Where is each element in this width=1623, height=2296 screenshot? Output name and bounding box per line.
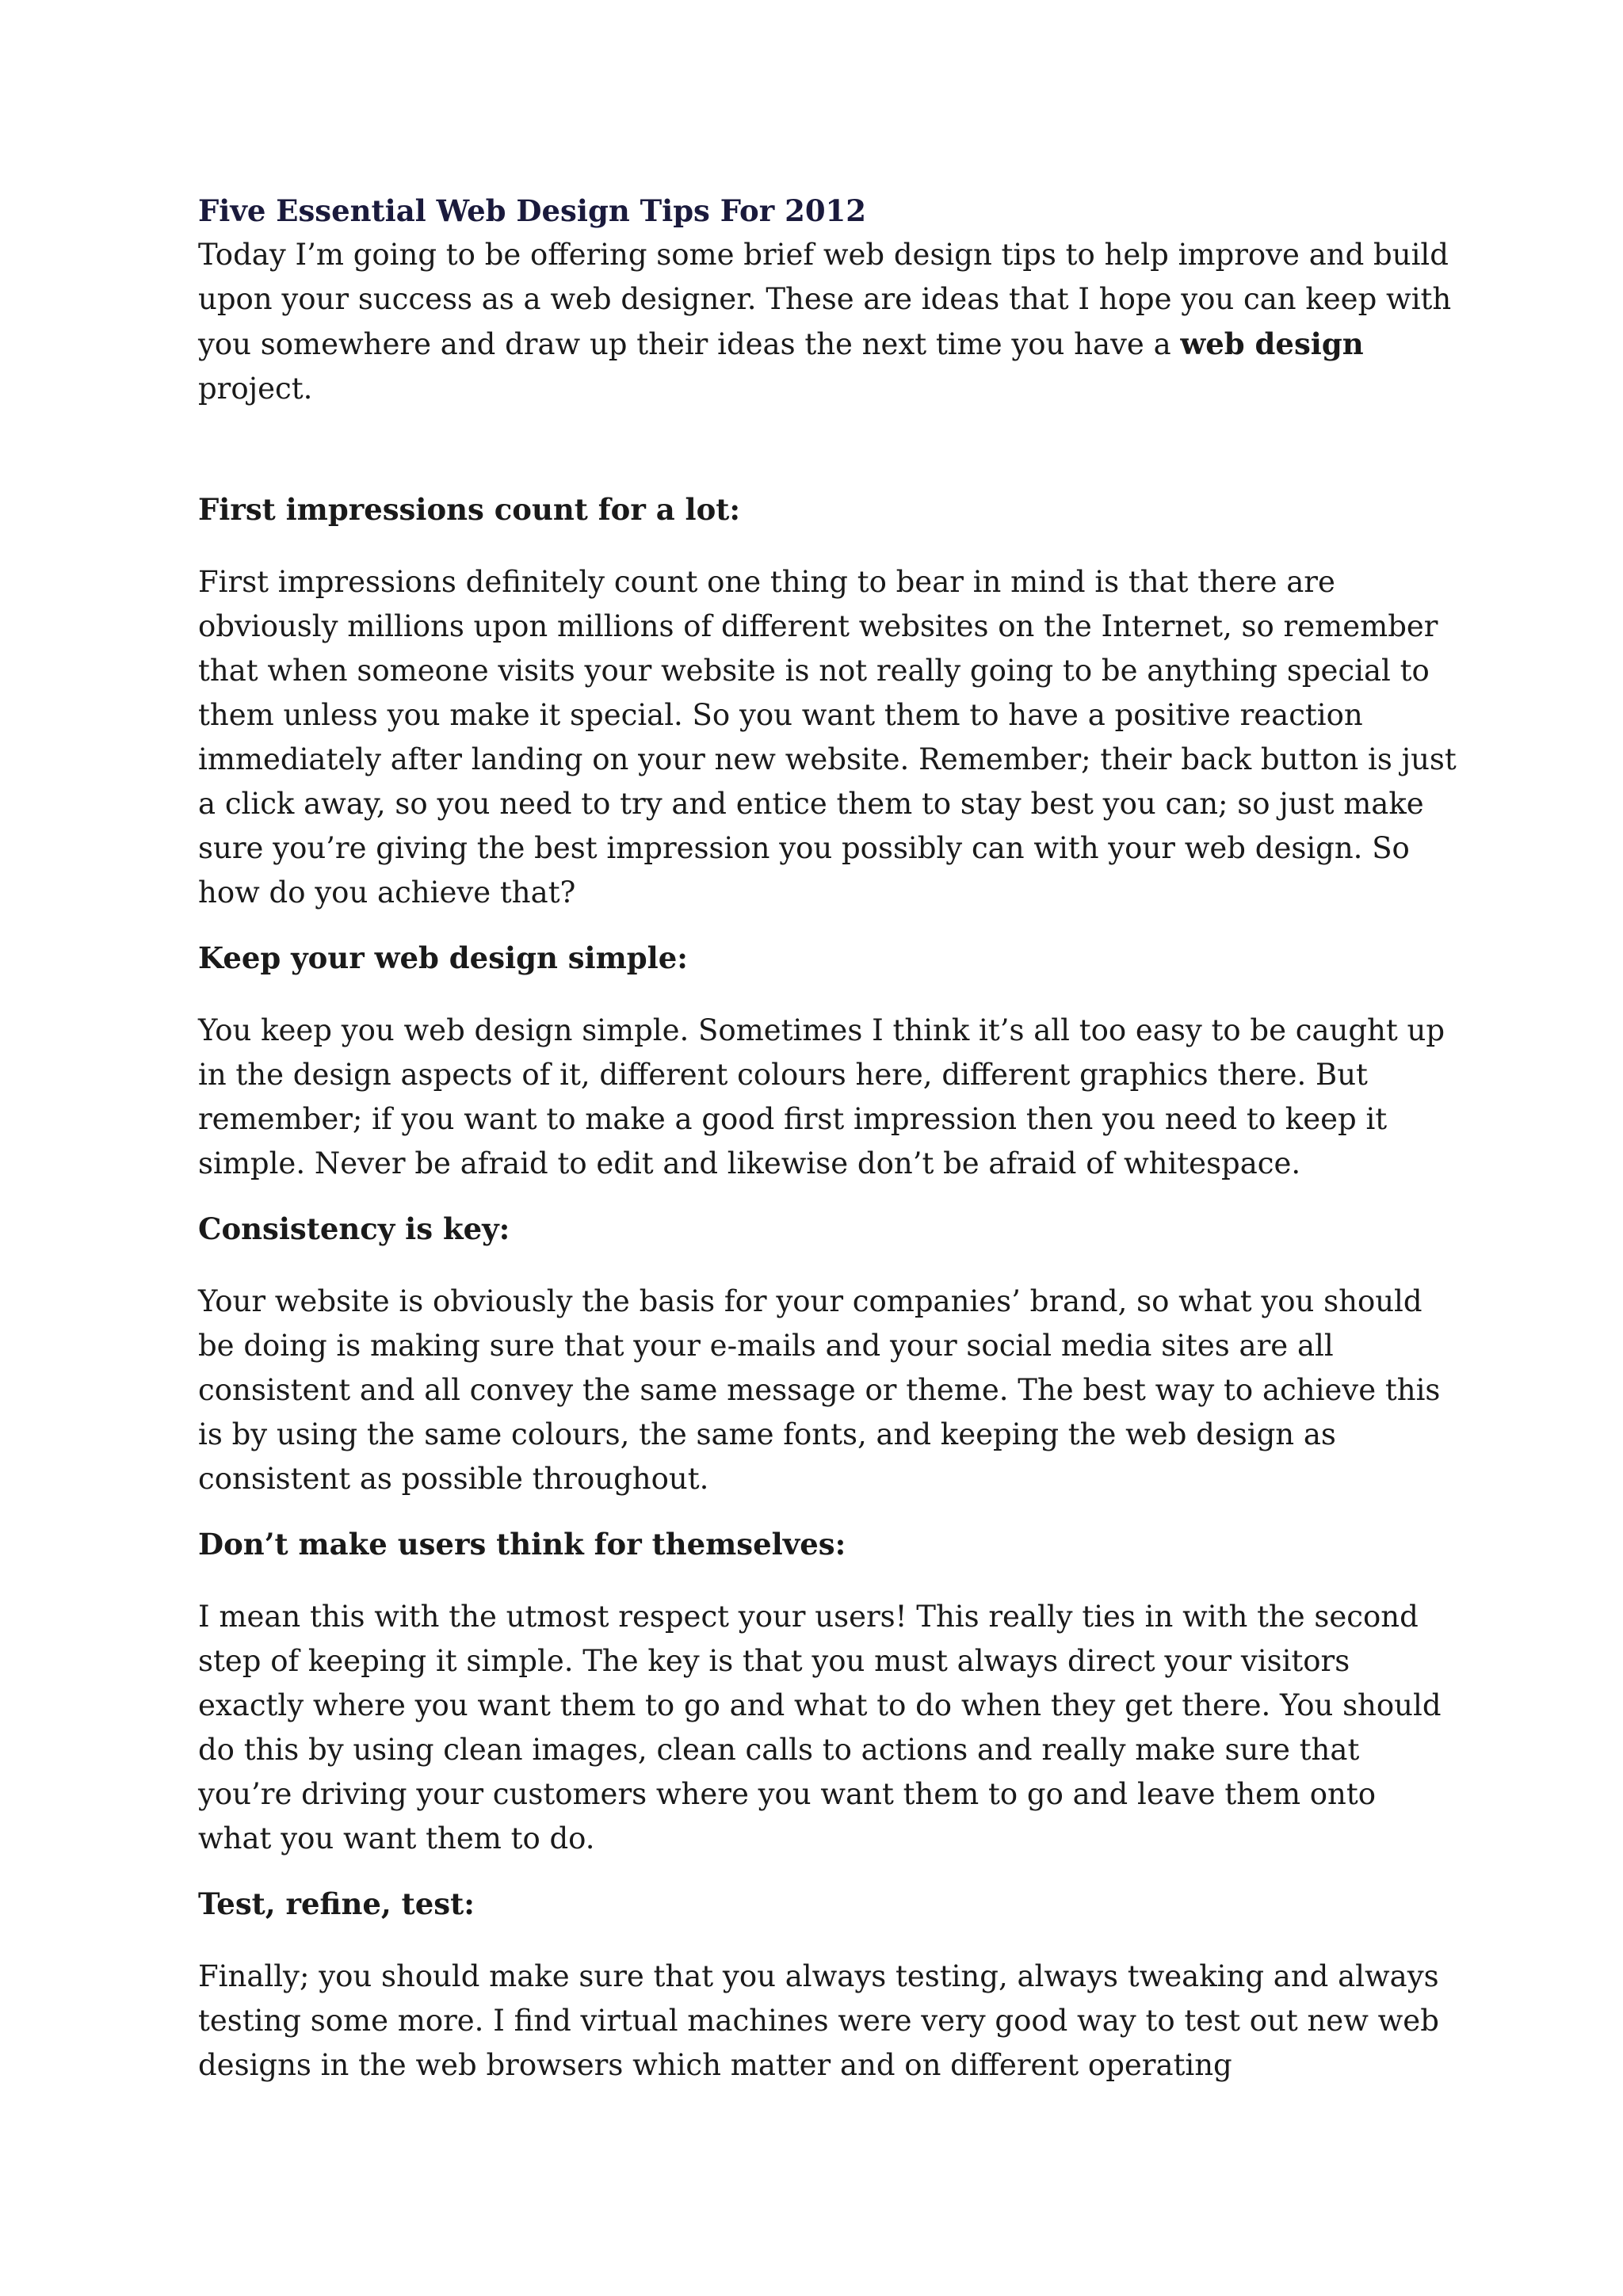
section-body: I mean this with the utmost respect your users! This really ties in with the second step of keeping it simple. The key is that you must always direct your visitors exactly where you want them to go and what to do when they get there. You should do this by using clean images, clean calls to actions and really make sure that you’re driving your customers where you want them to go and leave them onto what you want them to do. bbox=[198, 1600, 1442, 1855]
section-heading: Test, refine, test: bbox=[198, 1886, 475, 1921]
section-body: Finally; you should make sure that you always testing, always tweaking and always testing some more. I find virtual machines were very good way to test out new web designs in the web browsers which matter and on different operating bbox=[198, 1959, 1439, 2082]
intro-bold-keyword: web design bbox=[1180, 326, 1364, 361]
section-keep-simple bbox=[198, 936, 1458, 1186]
section-consistency bbox=[198, 1207, 1458, 1501]
section-heading: First impressions count for a lot: bbox=[198, 492, 741, 527]
section-heading: Consistency is key: bbox=[198, 1211, 510, 1246]
section-test-refine-test bbox=[198, 1882, 1458, 2088]
section-body: First impressions definitely count one thing to bear in mind is that there are obviously millions upon millions of different websites on the Internet, so remember that when someone visits your website is not really going to be anything special to them unless you make it special. So you want them to have a positive reaction immediately after landing on your new website. Remember; their back button is just a click away, so you need to try and entice them to stay best you can; so just make sure you’re giving the best impression you possibly can with your web design. So how do you achieve that? bbox=[198, 565, 1457, 910]
intro-text-end: project. bbox=[198, 372, 313, 406]
section-heading: Keep your web design simple: bbox=[198, 940, 688, 975]
section-body: You keep you web design simple. Sometimes I think it’s all too easy to be caught up in the design aspects of it, different colours here, different graphics there. But remember; if you want to make a good first impression then you need to keep it simple. Never be afraid to edit and likewise don’t be afraid of whitespace. bbox=[198, 1013, 1445, 1180]
spacer bbox=[198, 411, 1458, 487]
intro-text-start: Today I’m going to be offering some brief web design tips to help improve and build upon your success as a web designer. These are ideas that I hope you can keep with you somewhere and draw up their ideas the next time you have a bbox=[198, 238, 1452, 361]
intro-paragraph bbox=[198, 233, 1458, 411]
document-page bbox=[198, 189, 1458, 2088]
section-heading: Don’t make users think for themselves: bbox=[198, 1527, 846, 1562]
section-first-impressions bbox=[198, 487, 1458, 915]
section-body: Your website is obviously the basis for your companies’ brand, so what you should be doing is making sure that your e-mails and your social media sites are all consistent and all convey the same message or theme. The best way to achieve this is by using the same colours, the same fonts, and keeping the web design as consistent as possible throughout. bbox=[198, 1284, 1441, 1496]
section-dont-make-users-think bbox=[198, 1522, 1458, 1861]
document-title: Five Essential Web Design Tips For 2012 bbox=[198, 193, 867, 228]
